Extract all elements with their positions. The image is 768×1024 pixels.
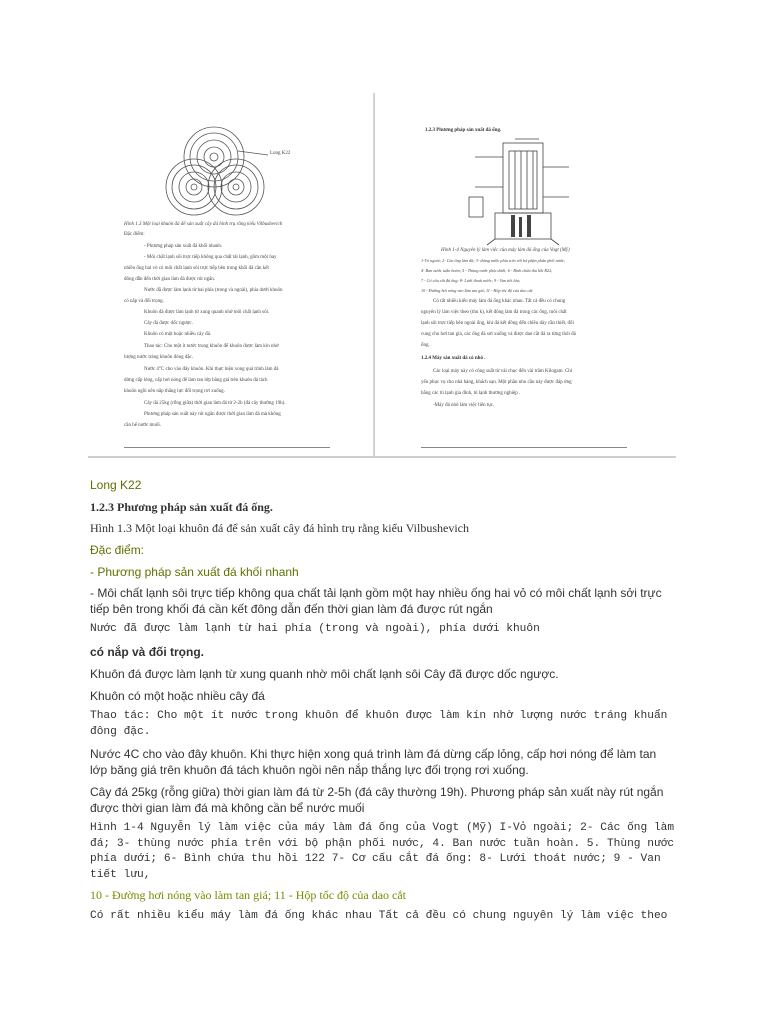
scan-line: - Phương pháp sản xuất đá khối nhanh. (144, 244, 223, 249)
figure-1-4-caption: Hình 1-4 Nguyễn lý làm việc của máy làm đá ống của Vogt (Mỹ) I-Vỏ ngoài; 2- Các ống làm đá; 3- thùng nước phía trên với bộ phận phối nước, 4. Ban nước tuần hoàn. 5. Thùng nước phía dưới; 6- Bình chứa thu hồi 122 7- Cơ cấu cắt đá ống: 8- Lưới thoát nước; 9 - Van tiết lưu, (90, 822, 675, 881)
figure-caption: Hình 1.3 Một loại khuôn đá để sản xuất cây đá hình trụ rằng kiểu Vilbushevich (90, 521, 469, 535)
scan-footer-rule (124, 447, 330, 448)
scan-footer-rule (421, 447, 627, 448)
scan-line: nguyên lý làm việc theo (thu k), kết đông làm đá trong các ống, môi chất (421, 310, 567, 315)
scan-figure-label: Long K22 (270, 151, 291, 156)
scan-bottom-rule (88, 456, 676, 458)
scan-line: Khuôn đá được làm lạnh từ xung quanh nhờ môi chất lạnh sôi. (144, 310, 270, 315)
scan-subheading: 1.2.4 Máy sản xuất đá cỏ nhỏ . (421, 356, 486, 361)
scan-left-page (88, 93, 373, 458)
scan-caption-line: 4- Ban nước tuần hoàn; 5 - Thùng nước phía dưới; 6 - Bình chứa thu hồi R22; (421, 268, 553, 273)
scan-right-page (375, 93, 676, 458)
scan-line: lượng nước tráng khuôn đóng đặc. (124, 355, 194, 360)
scan-line: Có rất nhiều kiểu máy làm đá ống khác nhau. Tất cả đều có chung (433, 299, 566, 304)
scan-line: Các loại máy này có công suất từ vài chục đến vài trăm Kilogam. Chỉ (433, 369, 573, 374)
page-scan-preview (88, 93, 676, 458)
scan-line: cung cho hơi tan giá, các ống đá sơi xuống và được dao cắt đá ra từng thỏi đá (421, 332, 576, 337)
scan-line: Nước 4°C cho vào đây khuôn. Khi thực hiện xong quá trình làm đá (144, 367, 279, 372)
scan-line: Thao tác: Cho một ít nước trong khuôn để khuôn được làm kín nhờ (144, 344, 279, 349)
scan-line: yếu phục vụ cho nhà hàng, khách sạn. Một phần nhu cầu này được đáp ứng (421, 380, 572, 385)
scan-line: đông dẫn đến thời gian làm đá được rút ngắn. (124, 277, 216, 282)
scan-figure-caption: Hình 1.3 Một loại khuôn đá để sản xuất cây đá hình trụ rằng kiểu Vilbushevich (124, 222, 283, 227)
scan-line: Cây đá được dốc ngược. (144, 321, 193, 326)
scan-line: Phương pháp sản xuất này rút ngắn được thời gian làm đá mà không (144, 412, 281, 417)
scan-line: dừng cấp lỏng, cấp hơi nóng để làm tan lớp băng giá trên khuôn đá tách (124, 378, 268, 383)
scan-heading: 1.2.3 Phương pháp sản xuất đá ống. (425, 128, 502, 133)
scan-line: Khuôn có một hoặc nhiều cây đá. (144, 332, 212, 337)
scan-line: Cây đá 25kg (rỗng giữa) thời gian làm đá từ 2-2h (đá cây thường 19h). (144, 401, 286, 406)
scan-line: khuôn ngồi nên nắp thắng lực đối trọng rơi xuống. (124, 389, 225, 394)
scan-line: lạnh sôi trực tiếp bên ngoài ống, khi đá kết đông đến chiều dày cần thiết, đổi (421, 321, 574, 326)
paragraph-water-cooling: Nước đã được làm lạnh từ hai phía (trong và ngoài), phía dưới khuôn (90, 623, 540, 635)
figure-1-4-caption-continued: 10 - Đường hơi nóng vào làm tan giá; 11 - Hộp tốc độ của dao cắt (90, 888, 407, 902)
paragraph-ice-block: Cây đá 25kg (rỗng giữa) thời gian làm đá từ 2-5h (đá cây thường 19h). Phương pháp sản xuất này rút ngắn được thời gian làm đá mà không cần bể nước muối (90, 785, 664, 815)
ice-mold-figure (152, 125, 302, 221)
scan-line: nhiều ống hai vỏ có môi chất lạnh sôi trực tiếp bên trong khối đá cần kết (124, 266, 269, 271)
feature-direct-refrigerant: - Môi chất lạnh sôi trực tiếp không qua chất tải lạnh gồm một hay nhiều ống hai vỏ có môi chất lạnh sởi trực tiếp bên trong khối đá cần kết đông dẫn đến thời gian làm đá được rút ngắn (90, 586, 662, 616)
paragraph-process: Nước 4C cho vào đây khuôn. Khi thực hiện xong quá trình làm đá dừng cấp lỏng, cấp hơi nóng để làm tan lớp băng giá trên khuôn đá tách khuôn ngồi nên nắp thắng lực đối trọng rơi xuống. (90, 747, 657, 777)
section-heading: 1.2.3 Phương pháp sản xuất đá ống. (90, 500, 273, 514)
paragraph-operation: Thao tác: Cho một ít nước trong khuôn để khuôn được làm kín nhờ lượng nước tráng khuẩn đông đặc. (90, 710, 668, 738)
scan-line: - Môi chất lạnh sôi trực tiếp không qua chất tải lạnh, gồm một hay (144, 255, 277, 260)
scan-caption-line: 7 - Cơ cấu cắt đá ống; 8- Lưới thoát nước; 9 - Van tiết lưu; (421, 278, 521, 283)
scan-caption-line: 10 - Đường hơi nóng vào làm tan giá; 11 - Hộp tốc độ của dao cắt (421, 288, 533, 293)
document-label: Long K22 (90, 478, 142, 492)
features-heading: Đặc điểm: (90, 543, 145, 557)
scan-line: có nắp và đối trọng. (124, 299, 164, 304)
scan-caption-line: 1-Vỏ ngoài; 2- Các ống làm đá; 3- thùng nước phía trên với bộ phận phân phối nước; (421, 258, 566, 263)
paragraph-many-types: Có rất nhiều kiểu máy làm đá ống khác nhau Tất cả đều có chung nguyên lý làm việc theo (90, 910, 668, 922)
paragraph-mold-cooled: Khuôn đá được làm lạnh từ xung quanh nhờ môi chất lạnh sôi Cây đã được dốc ngược. (90, 667, 559, 681)
feature-fast-production: - Phương pháp sản xuất đá khối nhanh (90, 565, 299, 579)
scan-line: ống. (421, 343, 430, 348)
paragraph-mold-count: Khuôn có một hoặc nhiều cây đá (90, 689, 265, 703)
scan-line: -Máy đá nhỏ làm việc liên tục. (433, 403, 495, 408)
tube-ice-machine-figure (465, 137, 585, 247)
scan-caption-line: Hình 1-4 Nguyên lý làm việc của máy làm đá ống của Vogt (Mỹ) (441, 248, 570, 253)
scan-line: Nước đã được làm lạnh từ hai phía (trong và ngoài), phía dưới khuôn (144, 288, 283, 293)
scan-line: Đặc điểm: (124, 232, 145, 237)
paragraph-lid: có nắp và đối trọng. (90, 645, 205, 659)
scan-line: cần bể nước muối. (124, 423, 162, 428)
scan-line: bằng các tủ lạnh gia đình, tủ lạnh thương nghiệp . (421, 391, 521, 396)
